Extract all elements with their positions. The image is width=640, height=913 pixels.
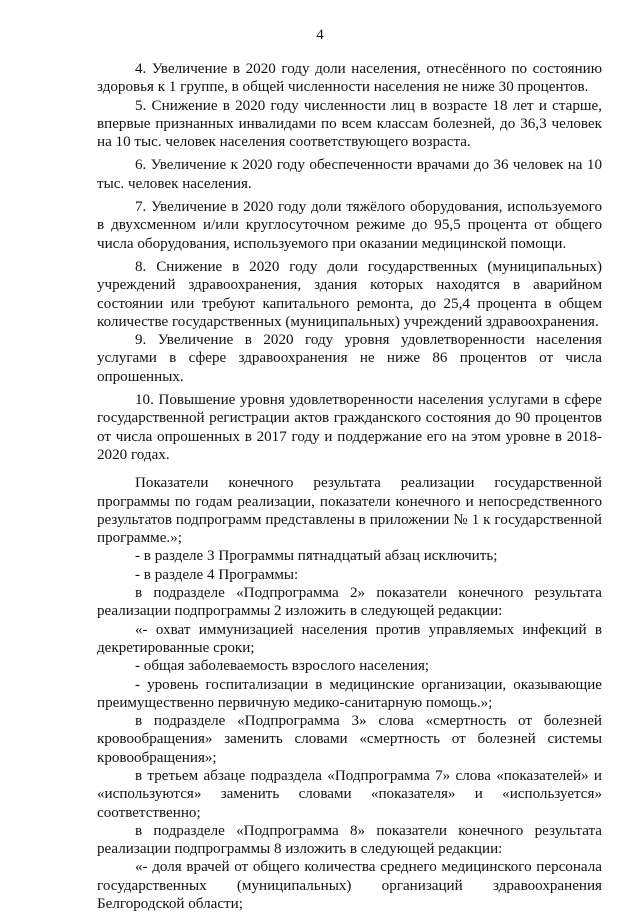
paragraph-adult-morbidity: - общая заболеваемость взрослого населения; (135, 658, 430, 675)
paragraph-results-indicators: Показатели конечного результата реализации государственной программы по годам реализации, показатели конечного и непосредственного результатов подпрограмм представлены в приложении № 1 к государственной программе.»; (97, 475, 602, 547)
paragraph-subprogram-3: в подразделе «Подпрограмма 3» слова «смертность от болезней кровообращения» заменить словами «смертность от болезней системы кровообращения»; (97, 713, 602, 766)
paragraph-section-4: - в разделе 4 Программы: (135, 566, 299, 583)
paragraph-item-6: 6. Увеличение к 2020 году обеспеченности врачами до 36 человек на 10 тыс. человек населения. (97, 157, 602, 192)
paragraph-item-9: 9. Увеличение в 2020 году уровня удовлетворенности населения услугами в сфере здравоохранения не ниже 86 процентов от числа опрошенных. (97, 332, 602, 385)
paragraph-item-7: 7. Увеличение в 2020 году доли тяжёлого оборудования, используемого в двухсменном и/или круглосуточном режиме до 95,5 процента от общего числа оборудования, используемого при оказании медицинской помощи. (97, 199, 602, 252)
paragraph-immunization: «- охват иммунизацией населения против управляемых инфекций в декретированные сроки; (97, 621, 602, 656)
paragraph-item-5: 5. Снижение в 2020 году численности лиц в возрасте 18 лет и старше, впервые признанных инвалидами по всем классам болезней, до 36,3 человек на 10 тыс. человек населения соответствующего возраста. (97, 97, 602, 151)
paragraph-section-3: - в разделе 3 Программы пятнадцатый абзац исключить; (135, 548, 498, 565)
page-number: 4 (316, 27, 324, 43)
paragraph-subprogram-2: в подразделе «Подпрограмма 2» показатели конечного результата реализации подпрограммы 2 изложить в следующей редакции: (97, 585, 602, 620)
paragraph-subprogram-7: в третьем абзаце подраздела «Подпрограмма 7» слова «показателей» и «используются» заменить словами «показателя» и «используется» соответственно; (97, 767, 602, 821)
paragraph-item-10: 10. Повышение уровня удовлетворенности населения услугами в сфере государственной регистрации актов гражданского состояния до 90 процентов от числа опрошенных в 2017 году и поддержание его на этом уровне в 2018-2020 годах. (97, 392, 602, 463)
paragraph-hospitalization: - уровень госпитализации в медицинские организации, оказывающие преимущественно первичную медико-санитарную помощь.»; (97, 676, 602, 711)
paragraph-doctors-share: «- доля врачей от общего количества среднего медицинского персонала государственных (муниципальных) организаций здравоохранения Белгородской области; (97, 859, 602, 913)
document-body (97, 60, 602, 913)
paragraph-subprogram-8: в подразделе «Подпрограмма 8» показатели конечного результата реализации подпрограммы 8 изложить в следующей редакции: (97, 822, 602, 858)
paragraph-item-4: 4. Увеличение в 2020 году доли населения, отнесённого по состоянию здоровья к 1 группе, в общей численности населения не ниже 30 процентов. (97, 61, 602, 96)
paragraph-item-8: 8. Снижение в 2020 году доли государственных (муниципальных) учреждений здравоохранения, здания которых находятся в аварийном состоянии или требуют капитального ремонта, до 25,4 процента в общем количестве государственных (муниципальных) учреждений здравоохранения. (97, 258, 602, 330)
